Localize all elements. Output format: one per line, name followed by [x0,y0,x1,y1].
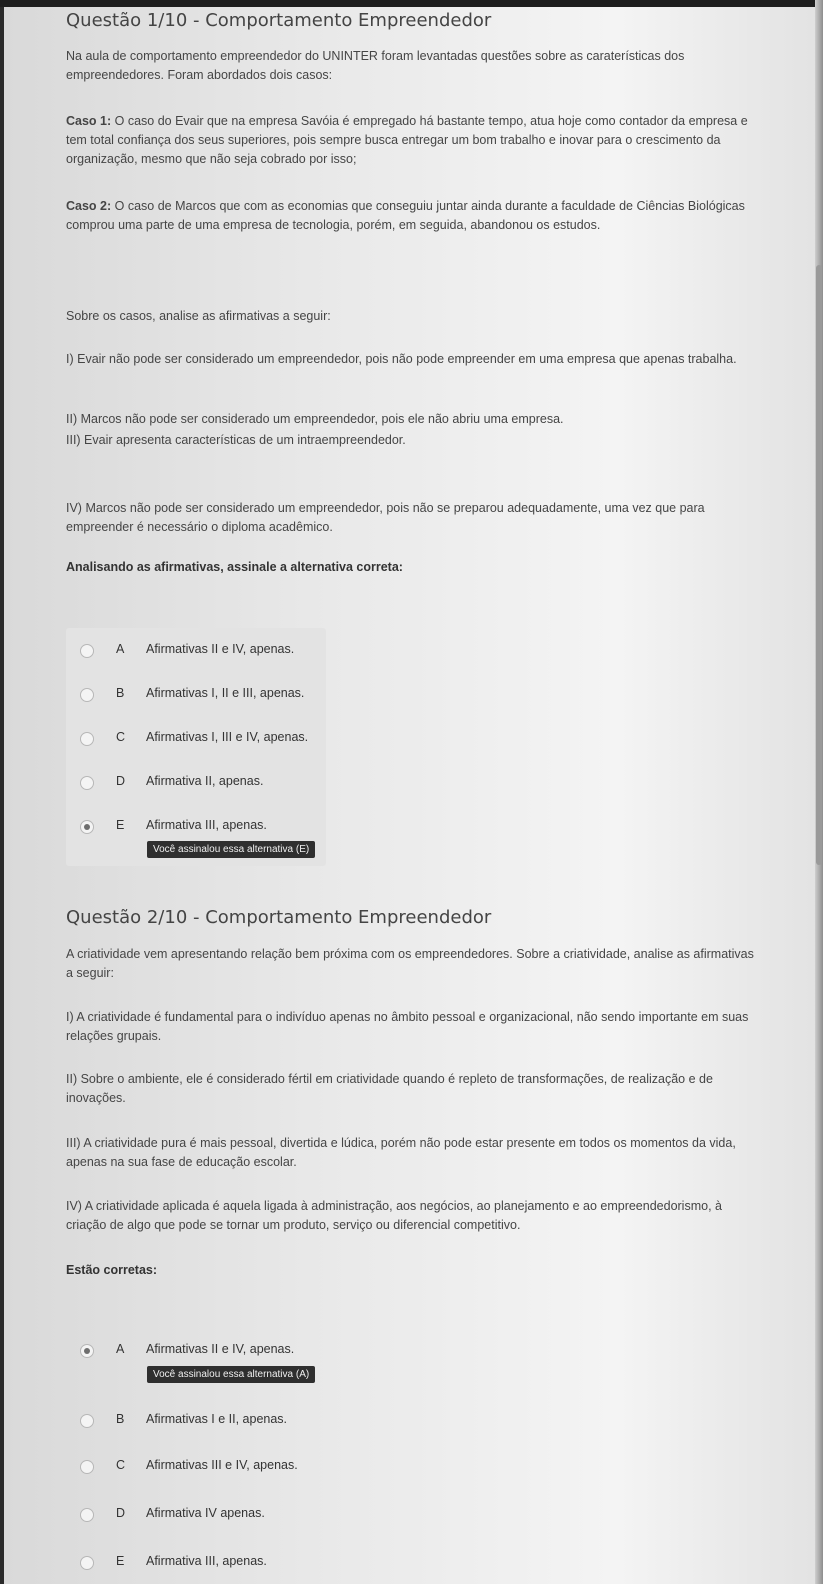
case-1-text: O caso do Evair que na empresa Savóia é empregado há bastante tempo, atua hoje como contador da empresa e tem total confiança dos seus superiores, pois sempre busca entregar um bom trabalho e inovar para o crescimento da organização, mesmo que não seja cobrado por isso; [66,113,748,166]
question-2-option-b[interactable] [80,1411,480,1433]
question-1-intro: Na aula de comportamento empreendedor do UNINTER foram levantadas questões sobre as caraterísticas dos empreendedores. Foram abordados dois casos: [66,48,685,82]
option-letter: B [116,686,125,700]
question-1-statement-1: I) Evair não pode ser considerado um empreendedor, pois não pode empreender em uma empresa que apenas trabalha. [66,351,737,366]
question-2-title: Questão 2/10 - Comportamento Empreendedor [66,907,492,928]
question-2-option-e[interactable] [80,1553,480,1575]
question-2-statement-1: I) A criatividade é fundamental para o indivíduo apenas no âmbito pessoal e organizacional, não sendo importante em suas relações grupais. [66,1009,749,1043]
question-2-statement-2: II) Sobre o ambiente, ele é considerado fértil em criatividade quando é repleto de transformações, de realização e de inovações. [66,1071,713,1105]
option-letter: E [116,818,125,832]
radio-button[interactable] [80,732,94,746]
option-text: Afirmativas I e II, apenas. [146,1412,288,1426]
selected-answer-badge: Você assinalou essa alternativa (E) [147,841,315,858]
question-1-option-a[interactable] [80,641,480,663]
radio-button[interactable] [80,1556,94,1570]
option-text: Afirmativas I, II e III, apenas. [146,686,305,700]
radio-button[interactable] [80,1414,94,1428]
option-text: Afirmativa III, apenas. [146,818,267,832]
option-letter: C [116,730,126,744]
question-1-prompt: Sobre os casos, analise as afirmativas a seguir: [66,308,331,323]
radio-button-selected[interactable] [80,1344,94,1358]
question-2-statement-3: III) A criatividade pura é mais pessoal, divertida e lúdica, porém não pode estar presente em todos os momentos da vida, apenas na sua fase de educação escolar. [66,1135,736,1169]
scrollbar-track[interactable] [815,0,823,1584]
question-1-option-b[interactable] [80,685,480,707]
question-1-option-d[interactable] [80,773,480,795]
question-2-intro: A criatividade vem apresentando relação bem próxima com os empreendedores. Sobre a criatividade, analise as afirmativas a seguir: [66,946,754,980]
question-2-option-a[interactable] [80,1341,480,1363]
question-1-statement-4: IV) Marcos não pode ser considerado um empreendedor, pois não se preparou adequadamente, uma vez que para empreender é necessário o diploma acadêmico. [66,500,705,534]
option-letter: C [116,1458,126,1472]
case-2-label: Caso 2: [66,198,112,213]
radio-button[interactable] [80,1508,94,1522]
case-2-text: O caso de Marcos que com as economias que conseguiu juntar ainda durante a faculdade de Ciências Biológicas comprou uma parte de uma empresa de tecnologia, porém, em seguida, abandonou os estudos. [66,198,745,232]
option-text: Afirmativas I, III e IV, apenas. [146,730,309,744]
option-text: Afirmativas II e IV, apenas. [146,1342,295,1356]
option-letter: D [116,1506,126,1520]
question-1-case-1 [66,112,761,169]
window-top-edge [0,0,823,7]
option-text: Afirmativas II e IV, apenas. [146,642,295,656]
option-text: Afirmativas III e IV, apenas. [146,1458,298,1472]
option-letter: D [116,774,126,788]
question-1-statement-2: II) Marcos não pode ser considerado um empreendedor, pois ele não abriu uma empresa. [66,411,564,426]
option-text: Afirmativa III, apenas. [146,1554,267,1568]
option-letter: A [116,642,125,656]
selected-answer-badge: Você assinalou essa alternativa (A) [147,1366,315,1383]
question-1-title: Questão 1/10 - Comportamento Empreendedor [66,10,492,31]
option-text: Afirmativa II, apenas. [146,774,264,788]
radio-button-selected[interactable] [80,820,94,834]
radio-button[interactable] [80,1460,94,1474]
question-1-option-e[interactable] [80,817,480,839]
option-letter: A [116,1342,125,1356]
question-2-option-d[interactable] [80,1505,480,1527]
radio-button[interactable] [80,644,94,658]
question-1-case-2 [66,197,761,235]
scrollbar-thumb[interactable] [816,265,822,865]
option-letter: B [116,1412,125,1426]
question-1-option-c[interactable] [80,729,480,751]
option-text: Afirmativa IV apenas. [146,1506,265,1520]
question-2-option-c[interactable] [80,1457,480,1479]
radio-button[interactable] [80,688,94,702]
question-1-statement-3: III) Evair apresenta características de um intraempreendedor. [66,432,406,447]
option-letter: E [116,1554,125,1568]
question-1-instruction: Analisando as afirmativas, assinale a alternativa correta: [66,559,403,574]
radio-button[interactable] [80,776,94,790]
question-2-instruction: Estão corretas: [66,1262,158,1277]
case-1-label: Caso 1: [66,113,112,128]
question-2-statement-4: IV) A criatividade aplicada é aquela ligada à administração, aos negócios, ao planejamento e ao empreendedorismo, à criação de algo que pode se tornar um produto, serviço ou diferencial competitivo. [66,1198,722,1232]
